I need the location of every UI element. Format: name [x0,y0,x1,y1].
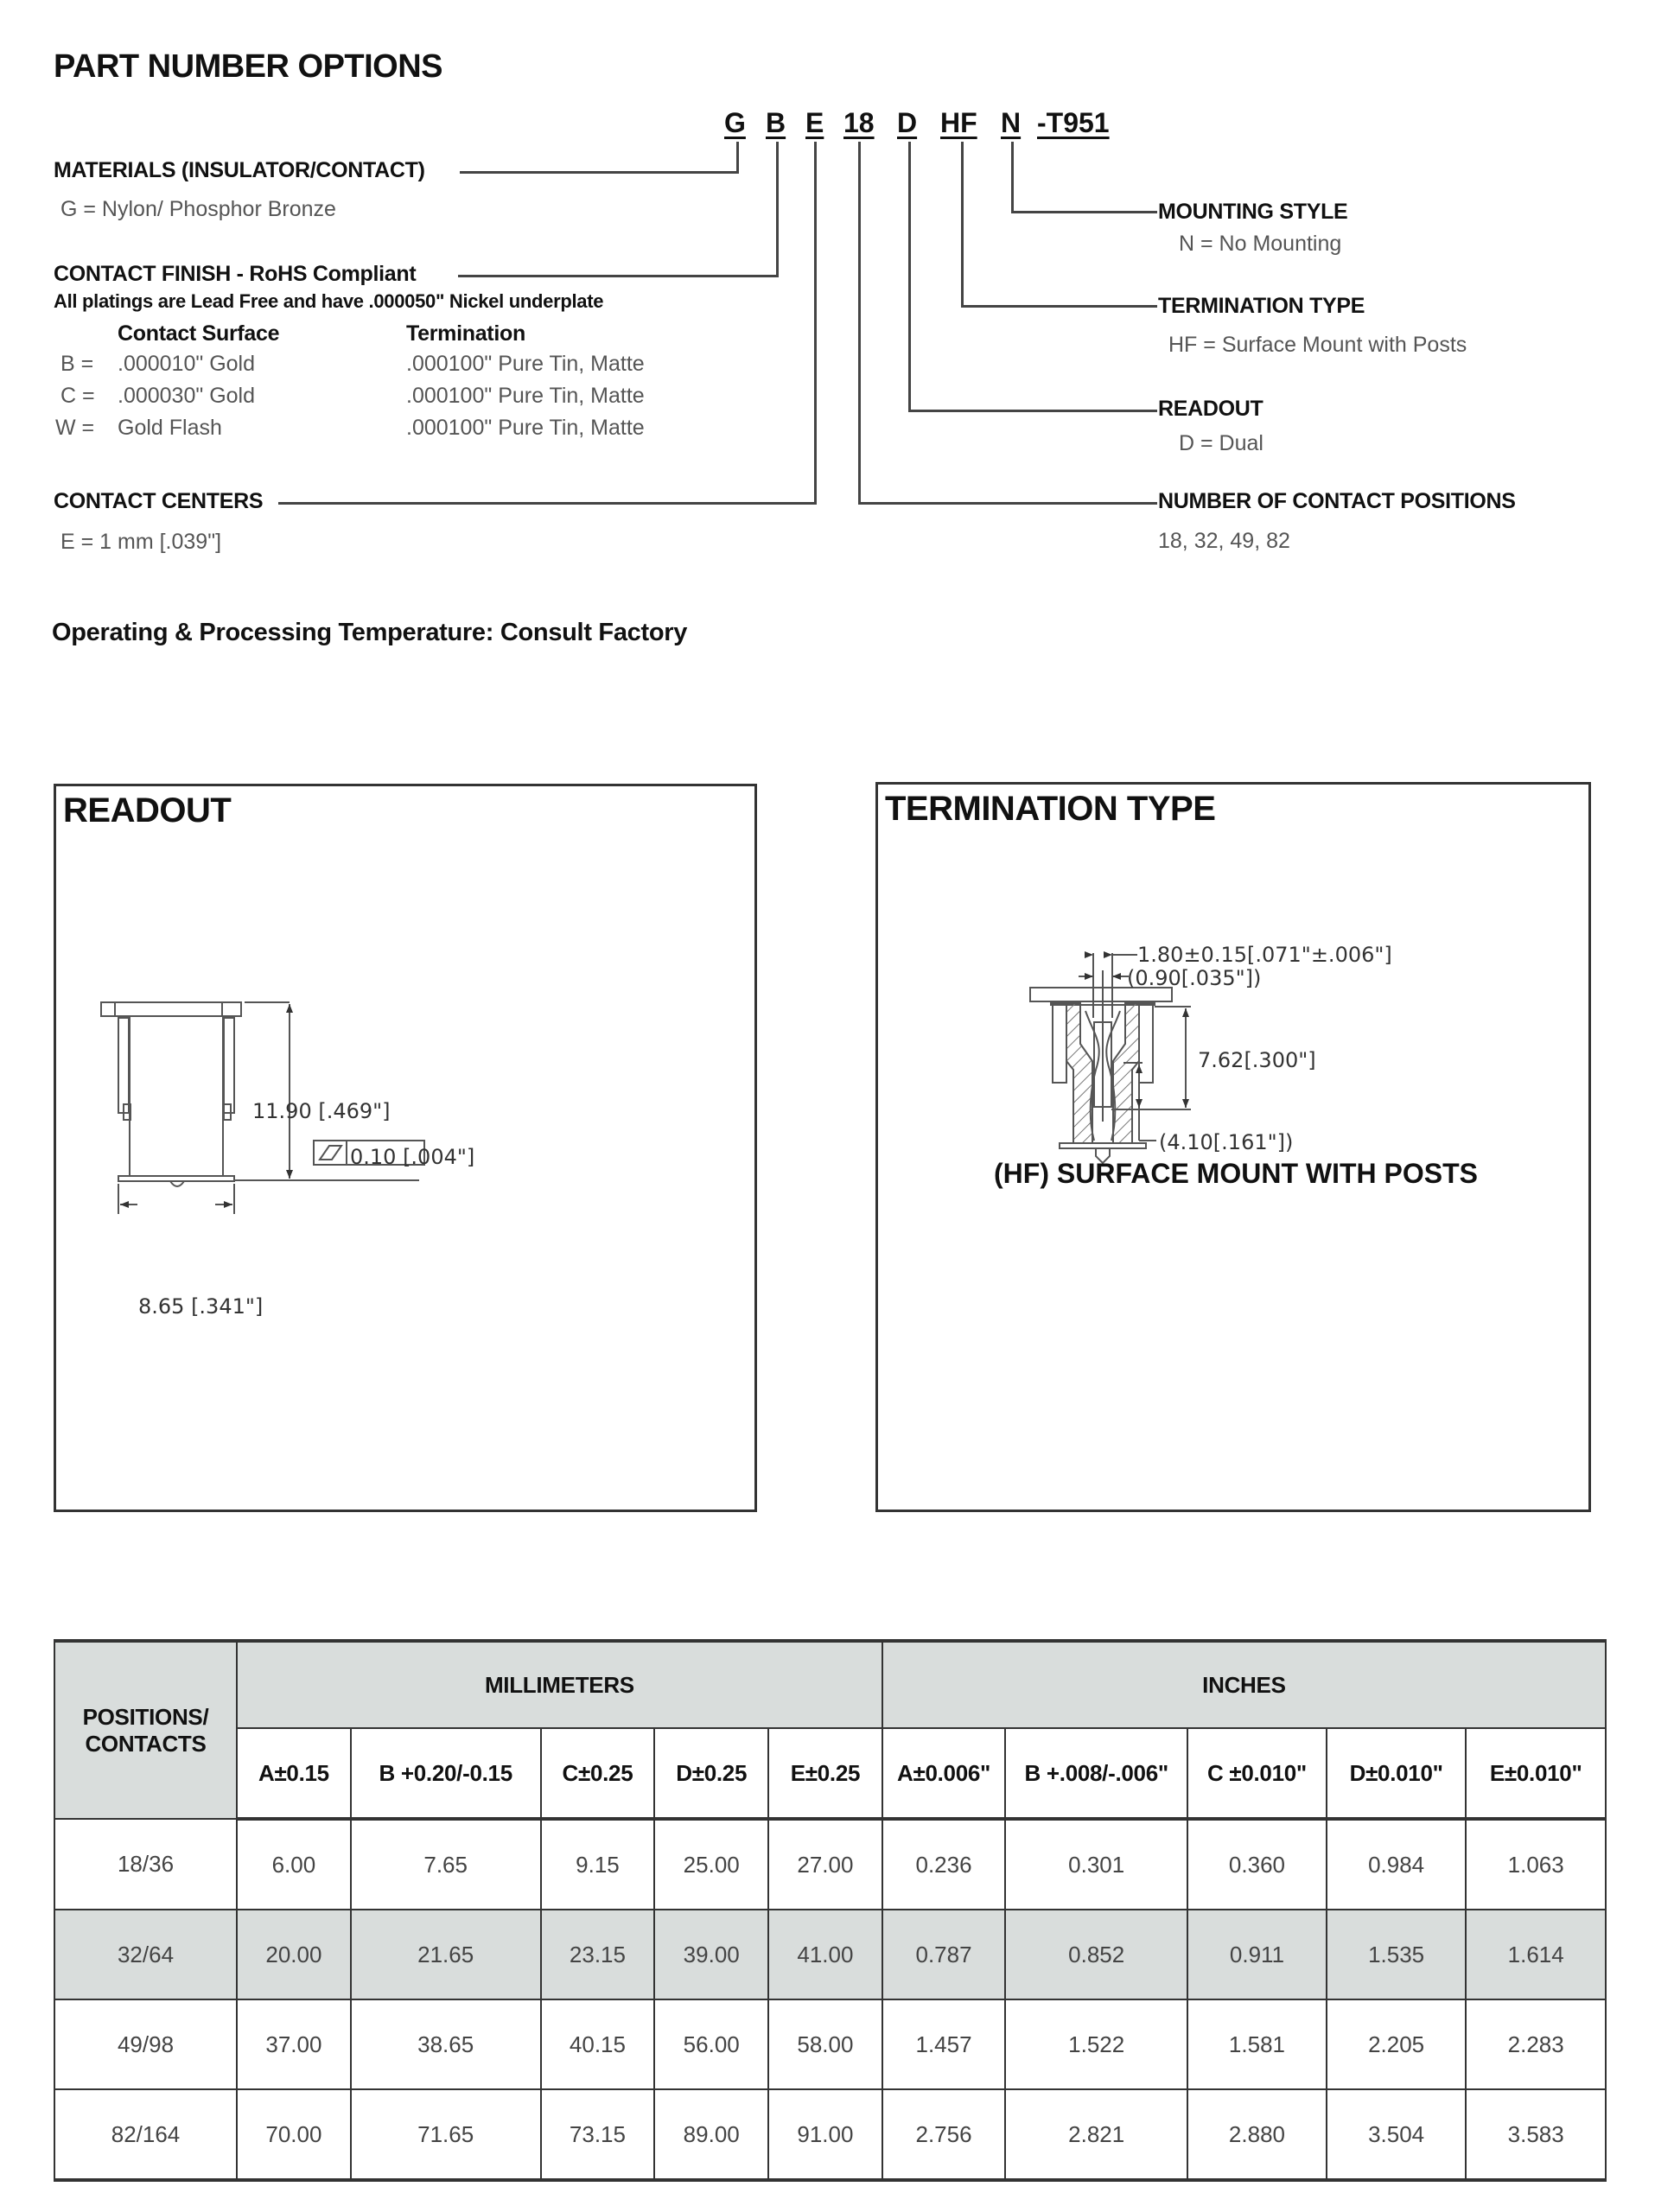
leader-line [458,275,779,277]
mm-cell: 9.15 [541,1819,655,1910]
width-dimension: 8.65 [.341"] [138,1294,264,1319]
materials-label: MATERIALS (INSULATOR/CONTACT) [54,158,425,182]
page-title: PART NUMBER OPTIONS [54,48,443,85]
finish-surface: Gold Flash [118,416,222,440]
finish-surface: .000030" Gold [118,384,255,408]
finish-termination: .000100" Pure Tin, Matte [406,416,645,440]
in-cell: 0.911 [1187,1910,1327,1999]
mm-cell: 56.00 [654,1999,768,2089]
mm-cell: 89.00 [654,2089,768,2180]
pn-segment-materials: G [724,107,746,138]
leader-line [1011,211,1157,213]
in-cell: 2.283 [1466,1999,1606,2089]
column-header: E±0.25 [768,1728,882,1819]
in-cell: 0.852 [1005,1910,1187,1999]
post-length-dimension: (4.10[.161"]) [1159,1130,1294,1154]
in-cell: 1.457 [882,1999,1006,2089]
materials-value: G = Nylon/ Phosphor Bronze [60,197,336,221]
leader-line [858,142,861,505]
temperature-note: Operating & Processing Temperature: Consult Factory [52,619,688,646]
column-header: D±0.010" [1327,1728,1467,1819]
pn-segment-suffix: -T951 [1037,107,1110,138]
millimeters-header: MILLIMETERS [237,1641,882,1728]
column-header: D±0.25 [654,1728,768,1819]
mounting-style-label: MOUNTING STYLE [1158,200,1348,224]
pn-segment-readout: D [897,107,918,138]
positions-header: POSITIONS/ CONTACTS [54,1641,237,1819]
leader-line [908,142,911,412]
depth-dimension: 7.62[.300"] [1198,1048,1316,1072]
in-cell: 1.522 [1005,1999,1187,2089]
leader-line [776,142,779,277]
contact-centers-value: E = 1 mm [.039"] [60,530,222,554]
height-dimension: 11.90 [.469"] [252,1099,391,1123]
mm-cell: 58.00 [768,1999,882,2089]
in-cell: 0.301 [1005,1819,1187,1910]
table-column-row [54,1728,1606,1819]
readout-panel-title: READOUT [63,791,232,830]
mm-cell: 38.65 [351,1999,541,2089]
positions-cell: 49/98 [54,1999,237,2089]
finish-code: B = [60,352,94,376]
in-cell: 1.535 [1327,1910,1467,1999]
in-cell: 2.756 [882,2089,1006,2180]
table-row [54,1910,1606,1999]
readout-value: D = Dual [1179,431,1263,455]
post-width-dimension: 1.80±0.15[.071"±.006"] [1137,943,1392,967]
leader-line [460,171,739,174]
finish-termination: .000100" Pure Tin, Matte [406,352,645,376]
in-cell: 0.787 [882,1910,1006,1999]
termination-type-label: TERMINATION TYPE [1158,294,1365,318]
in-cell: 0.984 [1327,1819,1467,1910]
mm-cell: 41.00 [768,1910,882,1999]
table-row [54,2089,1606,2180]
positions-cell: 82/164 [54,2089,237,2180]
pn-segment-centers: E [805,107,824,138]
flatness-tolerance: 0.10 [.004"] [350,1145,475,1169]
in-cell: 2.821 [1005,2089,1187,2180]
mm-cell: 20.00 [237,1910,351,1999]
termination-header: Termination [406,321,525,346]
table-row [54,1819,1606,1910]
contact-finish-note: All platings are Lead Free and have .000050" Nickel underplate [54,290,604,312]
column-header: A±0.006" [882,1728,1006,1819]
finish-code: C = [60,384,95,408]
in-cell: 0.360 [1187,1819,1327,1910]
termination-caption: (HF) SURFACE MOUNT WITH POSTS [994,1158,1478,1189]
readout-panel [54,784,757,1512]
mm-cell: 39.00 [654,1910,768,1999]
leader-line [961,305,1157,308]
mm-cell: 73.15 [541,2089,655,2180]
termination-panel [875,782,1591,1512]
mm-cell: 91.00 [768,2089,882,2180]
leader-line [814,142,817,505]
dimension-table [54,1639,1607,2182]
mm-cell: 7.65 [351,1819,541,1910]
in-cell: 3.583 [1466,2089,1606,2180]
pn-segment-positions: 18 [843,107,875,138]
in-cell: 2.880 [1187,2089,1327,2180]
column-header: B +0.20/-0.15 [351,1728,541,1819]
in-cell: 0.236 [882,1819,1006,1910]
contact-centers-label: CONTACT CENTERS [54,489,264,513]
mm-cell: 40.15 [541,1999,655,2089]
in-cell: 1.614 [1466,1910,1606,1999]
termination-panel-title: TERMINATION TYPE [885,790,1216,828]
positions-cell: 18/36 [54,1819,237,1910]
mm-cell: 37.00 [237,1999,351,2089]
leader-line [1011,142,1014,213]
mm-cell: 21.65 [351,1910,541,1999]
table-header-row [54,1641,1606,1728]
mm-cell: 25.00 [654,1819,768,1910]
column-header: E±0.010" [1466,1728,1606,1819]
contact-finish-label: CONTACT FINISH - RoHS Compliant [54,262,417,286]
leader-line [278,502,817,505]
contact-positions-label: NUMBER OF CONTACT POSITIONS [1158,489,1516,513]
table-row [54,1999,1606,2089]
inches-header: INCHES [882,1641,1606,1728]
contact-positions-value: 18, 32, 49, 82 [1158,529,1290,553]
positions-cell: 32/64 [54,1910,237,1999]
leader-line [858,502,1157,505]
in-cell: 1.581 [1187,1999,1327,2089]
leader-line [736,142,739,173]
finish-code: W = [55,416,95,440]
column-header: A±0.15 [237,1728,351,1819]
mm-cell: 6.00 [237,1819,351,1910]
termination-type-value: HF = Surface Mount with Posts [1168,333,1467,357]
mm-cell: 23.15 [541,1910,655,1999]
in-cell: 1.063 [1466,1819,1606,1910]
column-header: B +.008/-.006" [1005,1728,1187,1819]
pn-segment-finish: B [766,107,786,138]
finish-surface: .000010" Gold [118,352,255,376]
finish-termination: .000100" Pure Tin, Matte [406,384,645,408]
post-half-dimension: (0.90[.035"]) [1127,966,1262,990]
contact-surface-header: Contact Surface [118,321,280,346]
in-cell: 2.205 [1327,1999,1467,2089]
pn-segment-termination: HF [940,107,977,138]
leader-line [908,410,1157,412]
in-cell: 3.504 [1327,2089,1467,2180]
mounting-style-value: N = No Mounting [1179,232,1342,256]
pn-segment-mounting: N [1001,107,1022,138]
column-header: C ±0.010" [1187,1728,1327,1819]
column-header: C±0.25 [541,1728,655,1819]
leader-line [961,142,964,308]
readout-label: READOUT [1158,397,1263,421]
mm-cell: 27.00 [768,1819,882,1910]
mm-cell: 71.65 [351,2089,541,2180]
mm-cell: 70.00 [237,2089,351,2180]
